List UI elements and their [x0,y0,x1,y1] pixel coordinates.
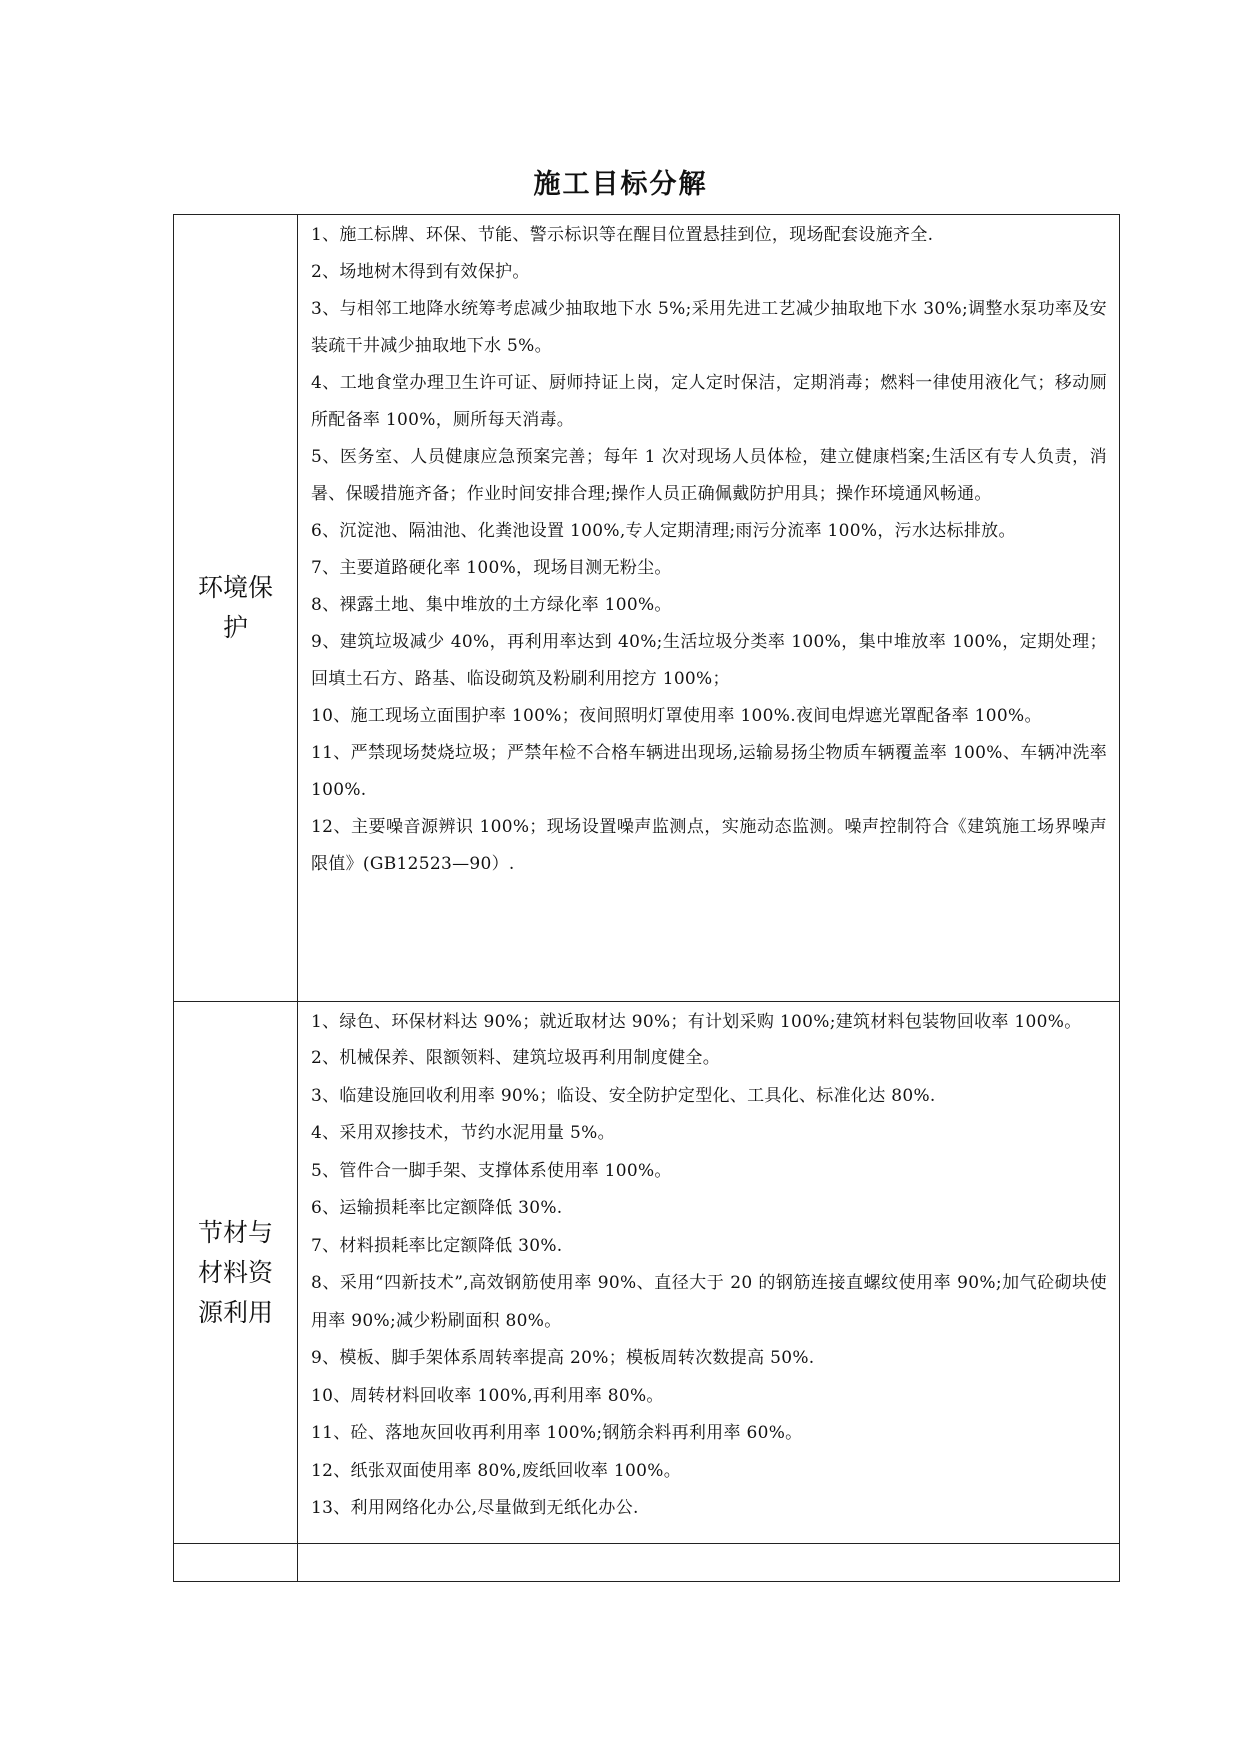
list-item: 1、绿色、环保材料达 90%；就近取材达 90%；有计划采购 100%;建筑材料包装物回收率 100%。 [311,1012,1082,1032]
list-item: 5、管件合一脚手架、支撑体系使用率 100%。 [311,1160,672,1181]
table-row [174,1544,1120,1582]
list-item: 12、纸张双面使用率 80%,废纸回收率 100%。 [311,1460,682,1481]
list-item: 8、裸露土地、集中堆放的土方绿化率 100%。 [311,595,672,615]
goals-table [173,214,1120,1582]
empty-cell [298,1544,1120,1582]
list-item: 5、医务室、人员健康应急预案完善；每年 1 次对现场人员体检，建立健康档案;生活区有专人负责，消暑、保暖措施齐备；作业时间安排合理;操作人员正确佩戴防护用具；操作环境通风畅通。 [311,447,1107,504]
list-item: 13、利用网络化办公,尽量做到无纸化办公. [311,1498,639,1518]
list-item: 9、建筑垃圾减少 40%，再利用率达到 40%;生活垃圾分类率 100%，集中堆放率 100%，定期处理；回填土石方、路基、临设砌筑及粉刷利用挖方 100%； [311,632,1107,689]
category-label: 节材与材料资源利用 [197,1217,273,1327]
list-item: 3、临建设施回收利用率 90%；临设、安全防护定型化、工具化、标准化达 80%. [311,1085,936,1106]
list-item: 2、机械保养、限额领料、建筑垃圾再利用制度健全。 [311,1048,721,1068]
list-item: 9、模板、脚手架体系周转率提高 20%；模板周转次数提高 50%. [311,1348,815,1368]
list-item: 7、主要道路硬化率 100%，现场目测无粉尘。 [311,558,672,578]
list-item: 4、采用双掺技术，节约水泥用量 5%。 [311,1123,615,1143]
category-cell [174,1002,298,1544]
category-label: 环境保护 [197,573,273,642]
list-item: 12、主要噪音源辨识 100%；现场设置噪声监测点，实施动态监测。噪声控制符合《建筑施工场界噪声限值》(GB12523—90）. [311,817,1107,874]
list-item: 6、运输损耗率比定额降低 30%. [311,1198,563,1218]
items-cell [298,215,1120,1002]
list-item: 1、施工标牌、环保、节能、警示标识等在醒目位置悬挂到位，现场配套设施齐全. [311,225,934,245]
list-item: 3、与相邻工地降水统筹考虑减少抽取地下水 5%;采用先进工艺减少抽取地下水 30%;调整水泵功率及安装疏干井减少抽取地下水 5%。 [311,299,1107,356]
list-item: 7、材料损耗率比定额降低 30%. [311,1235,563,1256]
list-item: 6、沉淀池、隔油池、化粪池设置 100%,专人定期清理;雨污分流率 100%，污水达标排放。 [311,521,1016,541]
list-item: 4、工地食堂办理卫生许可证、厨师持证上岗，定人定时保洁，定期消毒；燃料一律使用液化气；移动厕所配备率 100%，厕所每天消毒。 [311,373,1107,430]
page-title: 施工目标分解 [533,169,708,200]
list-item: 8、采用“四新技术”,高效钢筋使用率 90%、直径大于 20 的钢筋连接直螺纹使用率 90%;加气砼砌块使用率 90%;减少粉刷面积 80%。 [311,1273,1107,1331]
list-item: 11、砼、落地灰回收再利用率 100%;钢筋余料再利用率 60%。 [311,1423,803,1443]
list-item: 10、周转材料回收率 100%,再利用率 80%。 [311,1385,664,1406]
empty-cell [174,1544,298,1582]
list-item: 11、严禁现场焚烧垃圾；严禁年检不合格车辆进出现场,运输易扬尘物质车辆覆盖率 100%、车辆冲洗率 100%. [311,743,1107,800]
list-item: 10、施工现场立面围护率 100%；夜间照明灯罩使用率 100%.夜间电焊遮光罩配备率 100%。 [311,706,1042,726]
table-row [174,215,1120,1002]
items-cell [298,1002,1120,1544]
list-item: 2、场地树木得到有效保护。 [311,262,530,282]
table-row [174,1002,1120,1544]
category-cell [174,215,298,1002]
